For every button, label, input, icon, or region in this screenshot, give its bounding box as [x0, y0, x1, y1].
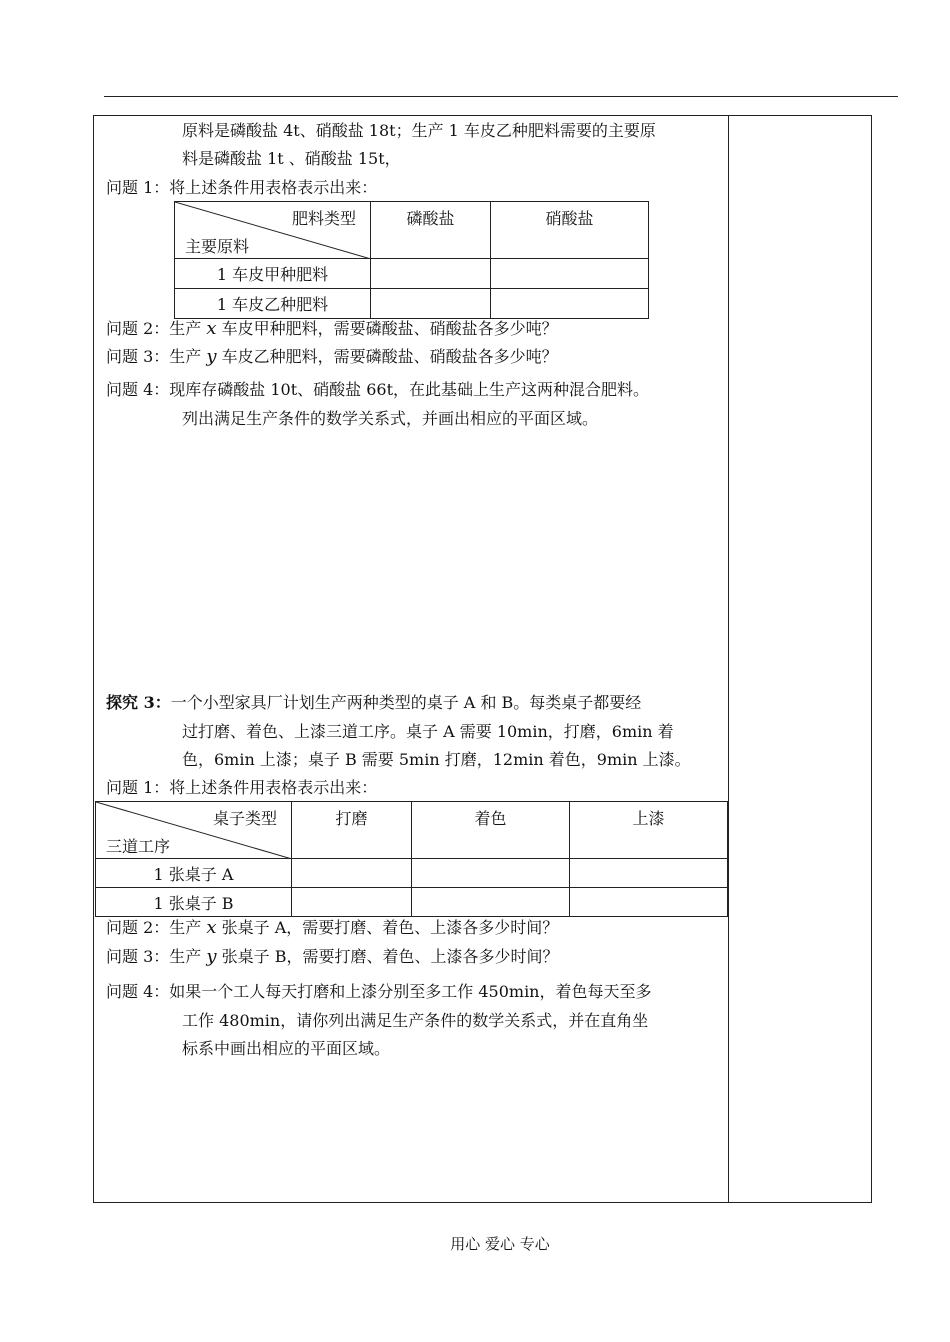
page-footer: 用心 爱心 专心 — [450, 1235, 550, 1253]
variable-y: y — [206, 946, 217, 967]
question-prefix: 问题 3：生产 — [106, 347, 202, 366]
question-4-continued: 标系中画出相应的平面区域。 — [182, 1039, 391, 1058]
furniture-table — [95, 801, 728, 917]
question-4: 问题 4：如果一个工人每天打磨和上漆分别至多工作 450min，着色每天至多 — [106, 982, 652, 1001]
question-text: 车皮乙种肥料，需要磷酸盐、硝酸盐各多少吨？ — [221, 347, 558, 366]
row-header: 1 车皮乙种肥料 — [175, 289, 371, 319]
corner-bottom-label: 主要原料 — [185, 237, 250, 256]
row-header: 1 车皮甲种肥料 — [175, 259, 371, 289]
question-3 — [106, 946, 559, 968]
column-header: 磷酸盐 — [371, 202, 491, 259]
margin-column-divider — [728, 115, 729, 1203]
variable-x: x — [206, 318, 217, 339]
column-header: 上漆 — [570, 802, 728, 859]
problem-line: 色，6min 上漆；桌子 B 需要 5min 打磨，12min 着色，9min 上漆。 — [182, 750, 691, 769]
question-1: 问题 1：将上述条件用表格表示出来： — [106, 778, 378, 797]
problem-line: 过打磨、着色、上漆三道工序。桌子 A 需要 10min，打磨，6min 着 — [182, 722, 674, 741]
row-header: 1 张桌子 A — [96, 859, 292, 888]
question-prefix: 问题 2：生产 — [106, 319, 202, 338]
question-text: 张桌子 B，需要打磨、着色、上漆各多少时间？ — [221, 947, 559, 966]
question-4-continued: 列出满足生产条件的数学关系式，并画出相应的平面区域。 — [182, 409, 599, 428]
column-header: 着色 — [412, 802, 570, 859]
corner-bottom-label: 三道工序 — [106, 837, 171, 856]
table-cell — [371, 289, 491, 319]
table-corner-cell — [96, 802, 292, 859]
table-cell — [292, 888, 412, 917]
question-3 — [106, 346, 558, 368]
corner-top-label: 肥料类型 — [291, 209, 356, 228]
column-header: 打磨 — [292, 802, 412, 859]
table-cell — [412, 859, 570, 888]
question-prefix: 问题 3：生产 — [106, 947, 202, 966]
section-label: 探究 3： — [106, 693, 171, 712]
table-cell — [570, 888, 728, 917]
table-cell — [412, 888, 570, 917]
question-text: 张桌子 A，需要打磨、着色、上漆各多少时间？ — [221, 918, 559, 937]
row-header: 1 张桌子 B — [96, 888, 292, 917]
problem-line: 原料是磷酸盐 4t、硝酸盐 18t；生产 1 车皮乙种肥料需要的主要原 — [182, 121, 656, 140]
corner-top-label: 桌子类型 — [212, 809, 277, 828]
problem-line: 料是磷酸盐 1t 、硝酸盐 15t， — [182, 149, 401, 168]
column-header: 硝酸盐 — [491, 202, 649, 259]
table-corner-cell — [175, 202, 371, 259]
question-prefix: 问题 2：生产 — [106, 918, 202, 937]
header-rule — [104, 96, 898, 97]
question-2 — [106, 917, 558, 939]
question-1: 问题 1：将上述条件用表格表示出来： — [106, 178, 378, 197]
question-text: 车皮甲种肥料，需要磷酸盐、硝酸盐各多少吨？ — [221, 319, 558, 338]
question-4: 问题 4：现库存磷酸盐 10t、硝酸盐 66t，在此基础上生产这两种混合肥料。 — [106, 380, 650, 399]
exploration-3 — [106, 692, 641, 714]
variable-x: x — [206, 917, 217, 938]
question-4-continued: 工作 480min，请你列出满足生产条件的数学关系式，并在直角坐 — [182, 1011, 649, 1030]
table-cell — [491, 289, 649, 319]
table-cell — [570, 859, 728, 888]
fertilizer-table — [174, 201, 649, 319]
table-cell — [491, 259, 649, 289]
variable-y: y — [206, 346, 217, 367]
table-cell — [371, 259, 491, 289]
question-2 — [106, 318, 558, 340]
problem-line: 一个小型家具厂计划生产两种类型的桌子 A 和 B。每类桌子都要经 — [170, 693, 642, 712]
table-cell — [292, 859, 412, 888]
